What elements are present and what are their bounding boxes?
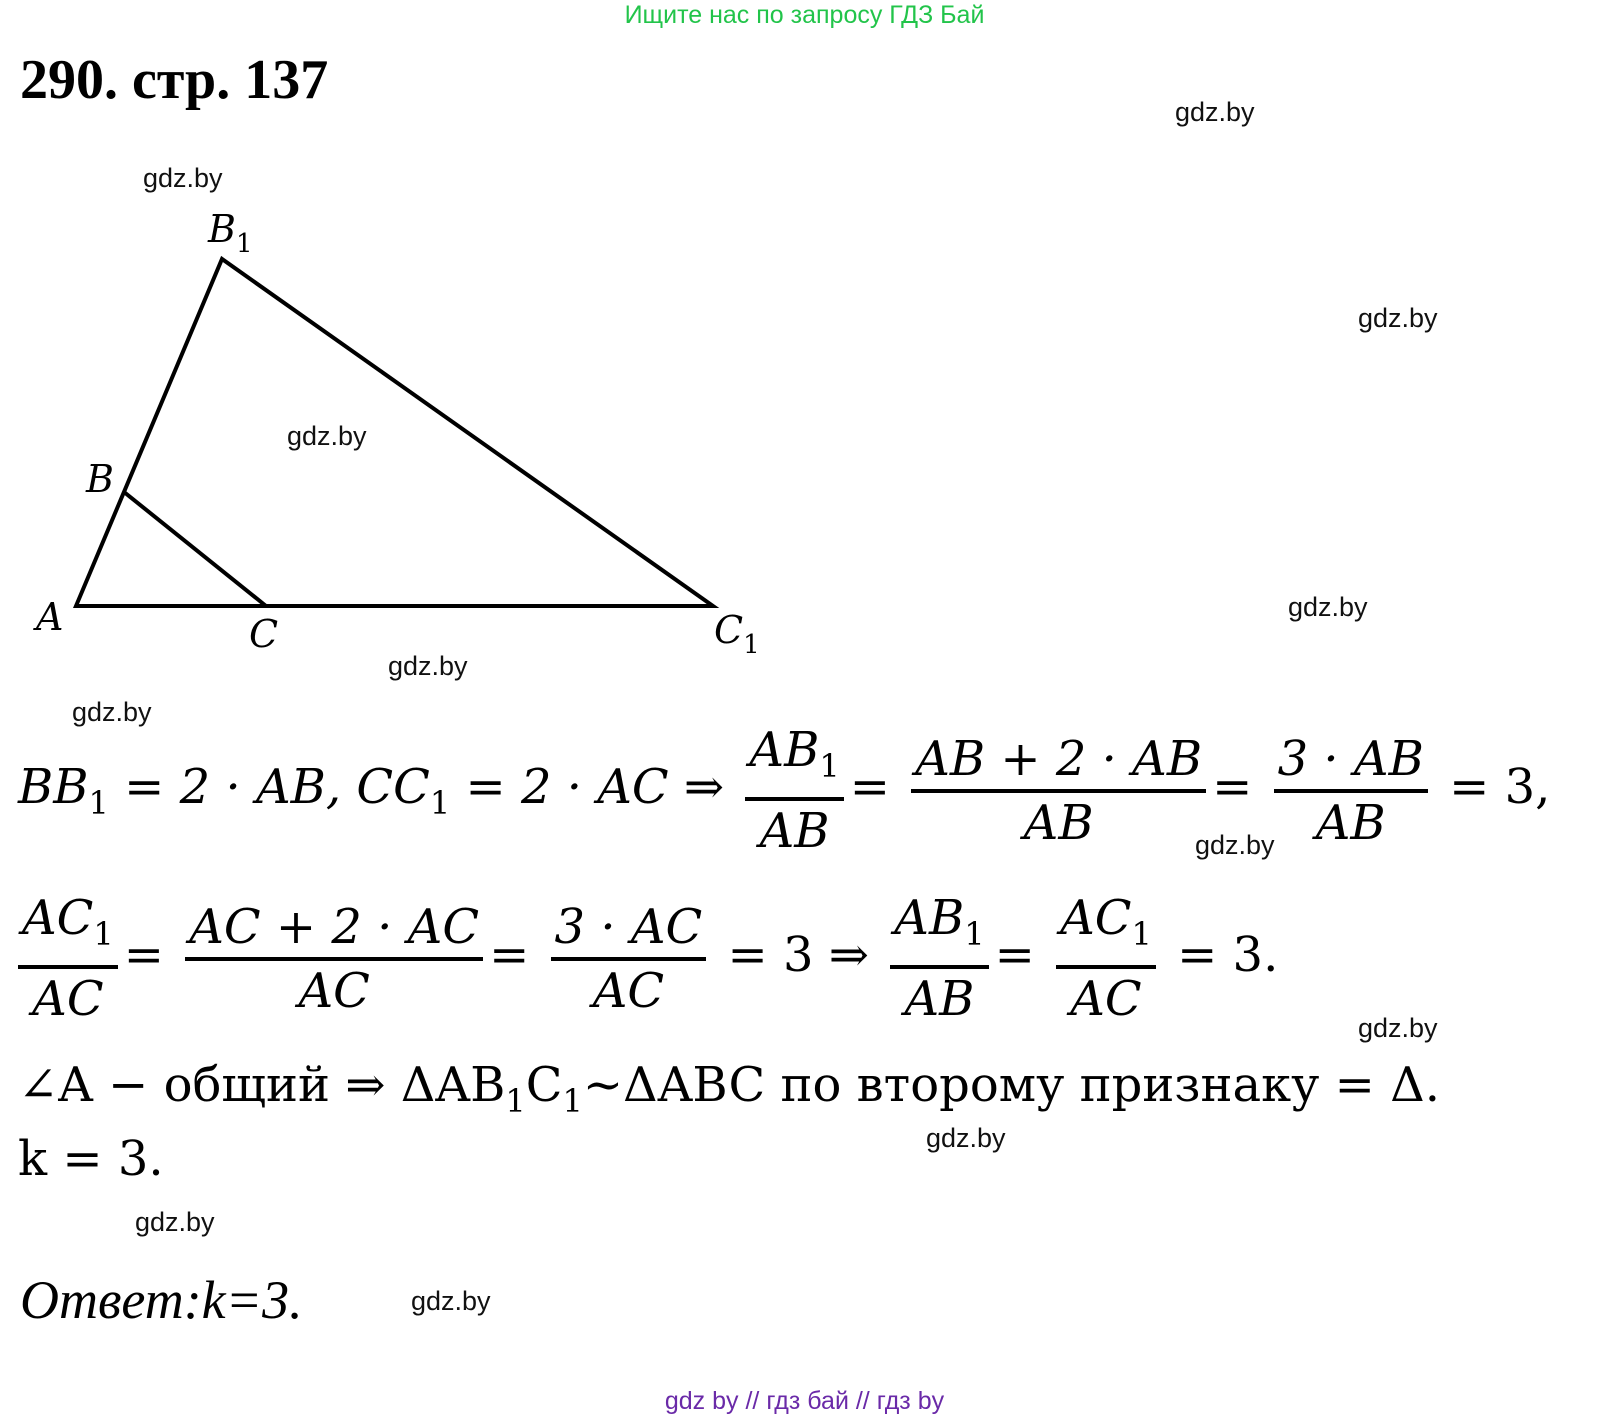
vertex-label-b: B (86, 457, 114, 501)
fraction: $\frac{AC_1}{AC}$ (1056, 888, 1156, 1028)
fraction: $\frac{3 \cdot AB}{AB}$ (1274, 729, 1428, 853)
equation-line-4: k = 3. (18, 1131, 164, 1187)
triangle-diagram (0, 200, 800, 670)
vertex-label-b1: $B_1$ (208, 207, 253, 259)
equation-line-1: $BB_1 = 2$ · AB, $CC_1 = 2$ · AC ⇒ $\frac{AB_1}{AB}$ = $\frac{AB + 2 \cdot AB}{AB}$ = $\frac{3 \cdot AB}{AB}$ = 3, (18, 722, 1551, 859)
search-banner: Ищите нас по запросу ГДЗ Бай (624, 1, 985, 29)
watermark: gdz.by (411, 1286, 491, 1316)
watermark: gdz.by (1358, 303, 1438, 333)
watermark: gdz.by (72, 697, 152, 727)
fraction: $\frac{AB_1}{AB}$ (890, 888, 988, 1028)
watermark: gdz.by (1175, 97, 1255, 127)
segment-bc (124, 492, 266, 606)
vertex-label-c1: $C_1$ (714, 608, 760, 660)
fraction: $\frac{AB_1}{AB}$ (745, 720, 843, 860)
fraction: $\frac{AC + 2 \cdot AC}{AC}$ (185, 897, 483, 1021)
vertex-label-a: A (36, 595, 64, 639)
watermark: gdz.by (1358, 1013, 1438, 1043)
triangle-ab1c1 (76, 259, 713, 606)
watermark: gdz.by (143, 163, 223, 193)
equation-line-2: $\frac{AC_1}{AC}$ = $\frac{AC + 2 \cdot AC}{AC}$ = $\frac{3 \cdot AC}{AC}$ = 3 ⇒ $\frac{AB_1}{AB}$ = $\frac{AC_1}{AC}$ = 3. (18, 880, 1278, 1030)
watermark: gdz.by (287, 421, 367, 451)
watermark: gdz.by (1288, 592, 1368, 622)
problem-title: 290. стр. 137 (20, 49, 329, 111)
watermark: gdz.by (135, 1207, 215, 1237)
footer-links: gdz by // гдз бай // гдз by (664, 1387, 945, 1415)
fraction: $\frac{3 \cdot AC}{AC}$ (551, 897, 707, 1021)
fraction: $\frac{AC_1}{AC}$ (18, 888, 118, 1028)
watermark: gdz.by (926, 1123, 1006, 1153)
watermark: gdz.by (1195, 830, 1275, 860)
vertex-label-c: C (249, 612, 279, 656)
answer: Ответ:k=3. (20, 1270, 303, 1330)
fraction: $\frac{AB + 2 \cdot AB}{AB}$ (911, 729, 1206, 853)
equation-line-3: ∠A − общий ⇒ $\Delta AB_1C_1\sim\Delta ABC$ по второму признаку = Δ. (18, 1057, 1440, 1121)
watermark: gdz.by (388, 651, 468, 681)
